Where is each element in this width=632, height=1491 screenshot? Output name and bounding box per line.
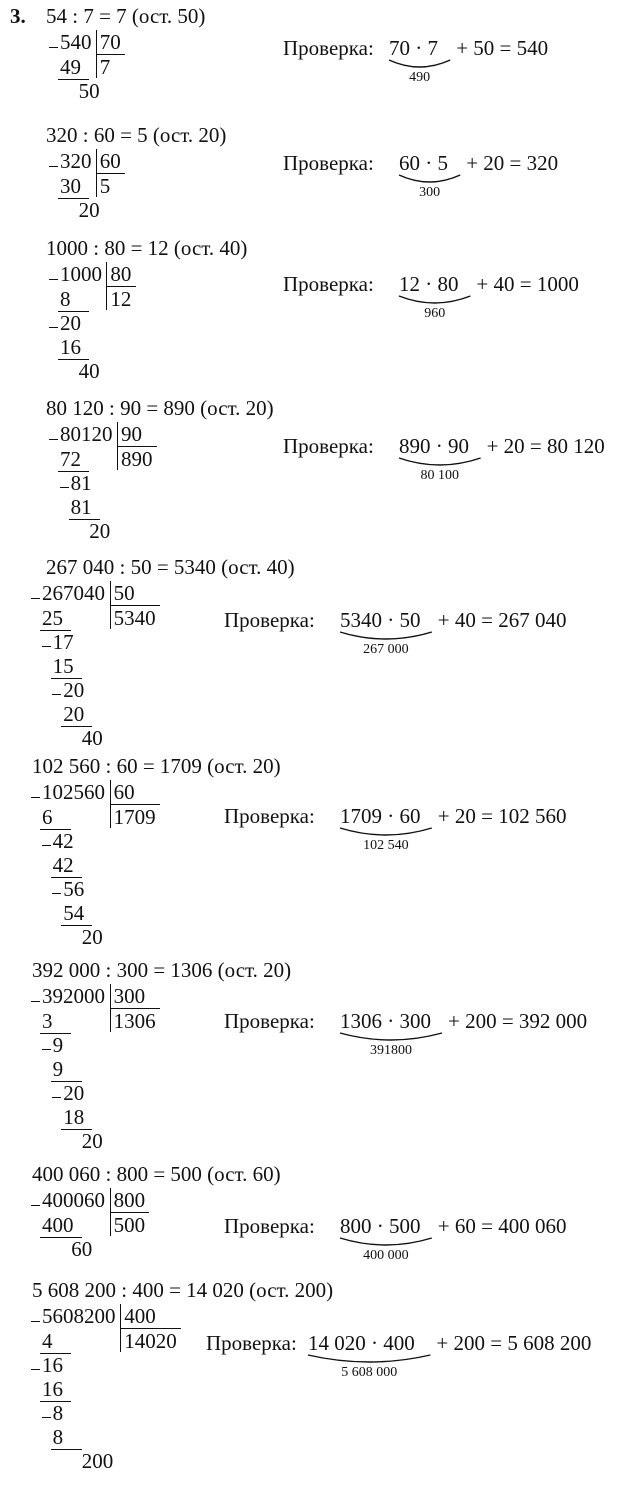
dividend: 267040 (42, 581, 105, 605)
check-factors: 14 020 · 400 (308, 1331, 415, 1355)
problem-equation: 5 608 200 : 400 = 14 020 (ост. 200) (32, 1278, 334, 1302)
minus-sign (49, 166, 58, 167)
minus-sign (31, 1001, 40, 1002)
remainder: 40 (81, 726, 103, 750)
check-product: 102 540 (363, 838, 409, 853)
check-factors: 1709 · 60 (340, 804, 421, 828)
problem-equation: 80 120 : 90 = 890 (ост. 20) (46, 396, 274, 420)
division-step: 16 (42, 1353, 63, 1377)
check-product: 490 (409, 70, 431, 85)
problem-block (0, 1278, 632, 1473)
division-step: 16 (42, 1377, 63, 1401)
check-label: Проверка: (224, 608, 315, 632)
problem-equation: 54 : 7 = 7 (ост. 50) (46, 4, 206, 28)
divisor: 300 (113, 984, 146, 1008)
check-product: 300 (419, 185, 441, 200)
check-label: Проверка: (283, 434, 374, 458)
division-step: 8 (52, 1401, 64, 1425)
problem-equation: 102 560 : 60 = 1709 (ост. 20) (32, 754, 281, 778)
quotient: 1709 (113, 805, 156, 829)
dividend: 80120 (60, 422, 113, 446)
dividend: 102560 (42, 780, 105, 804)
quotient: 5 (99, 174, 111, 198)
task-number: 3. (10, 4, 26, 28)
quotient: 7 (99, 55, 111, 79)
division-step: 8 (60, 287, 71, 311)
check-product: 267 000 (363, 642, 409, 657)
check-label: Проверка: (206, 1331, 297, 1355)
minus-sign (49, 47, 58, 48)
division-step: 6 (42, 805, 53, 829)
division-step: 20 (63, 702, 85, 726)
dividend: 1000 (60, 262, 102, 286)
check-factors: 890 · 90 (399, 434, 469, 458)
problem-equation: 1000 : 80 = 12 (ост. 40) (46, 236, 248, 260)
division-step: 15 (52, 654, 74, 678)
check-result: + 20 = 102 560 (437, 804, 567, 828)
check-result: + 40 = 1000 (476, 272, 579, 296)
minus-sign (42, 1049, 51, 1050)
minus-sign (31, 1321, 40, 1322)
check-result: + 20 = 80 120 (486, 434, 605, 458)
check-factors: 12 · 80 (399, 272, 459, 296)
remainder: 20 (89, 519, 111, 543)
check-label: Проверка: (224, 1214, 315, 1238)
dividend: 5608200 (42, 1304, 116, 1328)
check-result: + 200 = 392 000 (448, 1009, 588, 1033)
problem-block (0, 555, 632, 750)
dividend: 400060 (42, 1188, 105, 1212)
minus-sign (31, 797, 40, 798)
quotient: 12 (110, 287, 132, 311)
minus-sign (60, 487, 69, 488)
minus-sign (42, 646, 51, 647)
underbrace-arc (338, 826, 434, 838)
minus-sign (42, 845, 51, 846)
remainder: 40 (78, 359, 100, 383)
divisor: 80 (110, 262, 132, 286)
check-result: + 20 = 320 (466, 151, 559, 175)
problem-block (0, 754, 632, 949)
check-factors: 1306 · 300 (340, 1009, 431, 1033)
check-label: Проверка: (224, 1009, 315, 1033)
check-product: 80 100 (420, 468, 460, 483)
division-step: 49 (60, 55, 81, 79)
underbrace-arc (387, 58, 452, 70)
problem-equation: 320 : 60 = 5 (ост. 20) (46, 123, 227, 147)
underbrace-arc (306, 1353, 432, 1365)
division-step: 30 (60, 174, 81, 198)
problem-equation: 392 000 : 300 = 1306 (ост. 20) (32, 958, 292, 982)
check-result: + 200 = 5 608 200 (436, 1331, 592, 1355)
check-result: + 40 = 267 040 (437, 608, 567, 632)
divisor: 800 (113, 1188, 146, 1212)
underbrace-arc (338, 630, 434, 642)
underbrace-arc (397, 173, 462, 185)
minus-sign (52, 893, 61, 894)
check-product: 960 (424, 306, 446, 321)
dividend: 320 (60, 149, 92, 173)
check-result: + 60 = 400 060 (437, 1214, 567, 1238)
division-step: 42 (52, 853, 74, 877)
divisor: 60 (99, 149, 121, 173)
underbrace-arc (397, 456, 483, 468)
step-underline (51, 1449, 82, 1450)
quotient: 1306 (113, 1009, 156, 1033)
division-step: 4 (42, 1329, 53, 1353)
check-product: 400 000 (363, 1248, 409, 1263)
division-step: 9 (52, 1033, 64, 1057)
dividend: 540 (60, 30, 92, 54)
minus-sign (49, 279, 58, 280)
division-step: 72 (60, 447, 81, 471)
minus-sign (42, 1417, 51, 1418)
divisor: 50 (113, 581, 135, 605)
divisor: 70 (99, 30, 121, 54)
remainder: 20 (81, 925, 103, 949)
minus-sign (52, 694, 61, 695)
division-step: 42 (52, 829, 74, 853)
minus-sign (49, 439, 58, 440)
minus-sign (49, 327, 58, 328)
check-factors: 5340 · 50 (340, 608, 421, 632)
check-label: Проверка: (224, 804, 315, 828)
quotient: 14020 (124, 1329, 177, 1353)
remainder: 60 (71, 1237, 93, 1261)
check-product: 5 608 000 (341, 1365, 398, 1380)
division-step: 20 (60, 311, 81, 335)
quotient: 5340 (113, 606, 156, 630)
dividend: 392000 (42, 984, 105, 1008)
problem-block (0, 958, 632, 1153)
quotient: 500 (113, 1213, 146, 1237)
divisor: 400 (124, 1304, 156, 1328)
division-step: 16 (60, 335, 81, 359)
minus-sign (31, 1369, 40, 1370)
minus-sign (31, 1205, 40, 1206)
division-step: 25 (42, 606, 63, 630)
division-step: 9 (52, 1057, 64, 1081)
check-factors: 60 · 5 (399, 151, 448, 175)
remainder: 50 (78, 79, 100, 103)
problem-equation: 400 060 : 800 = 500 (ост. 60) (32, 1162, 281, 1186)
check-label: Проверка: (283, 36, 374, 60)
check-product: 391800 (370, 1043, 412, 1058)
division-step: 56 (63, 877, 85, 901)
check-factors: 70 · 7 (389, 36, 438, 60)
division-step: 400 (42, 1213, 74, 1237)
problem-equation: 267 040 : 50 = 5340 (ост. 40) (46, 555, 295, 579)
minus-sign (31, 598, 40, 599)
remainder: 200 (81, 1449, 114, 1473)
division-step: 81 (70, 471, 92, 495)
minus-sign (52, 1097, 61, 1098)
division-step: 54 (63, 901, 85, 925)
problem-block (0, 396, 632, 543)
underbrace-arc (338, 1236, 434, 1248)
problem-block (0, 236, 632, 383)
check-label: Проверка: (283, 272, 374, 296)
underbrace-arc (338, 1031, 444, 1043)
division-step: 20 (63, 678, 85, 702)
divisor: 60 (113, 780, 135, 804)
check-label: Проверка: (283, 151, 374, 175)
underbrace-arc (397, 294, 472, 306)
divisor: 90 (121, 422, 142, 446)
check-result: + 50 = 540 (456, 36, 549, 60)
division-step: 3 (42, 1009, 53, 1033)
check-factors: 800 · 500 (340, 1214, 421, 1238)
division-step: 17 (52, 630, 74, 654)
division-step: 18 (63, 1105, 85, 1129)
quotient: 890 (121, 447, 153, 471)
division-step: 20 (63, 1081, 85, 1105)
remainder: 20 (81, 1129, 103, 1153)
division-step: 81 (70, 495, 92, 519)
division-step: 8 (52, 1425, 64, 1449)
remainder: 20 (78, 198, 100, 222)
